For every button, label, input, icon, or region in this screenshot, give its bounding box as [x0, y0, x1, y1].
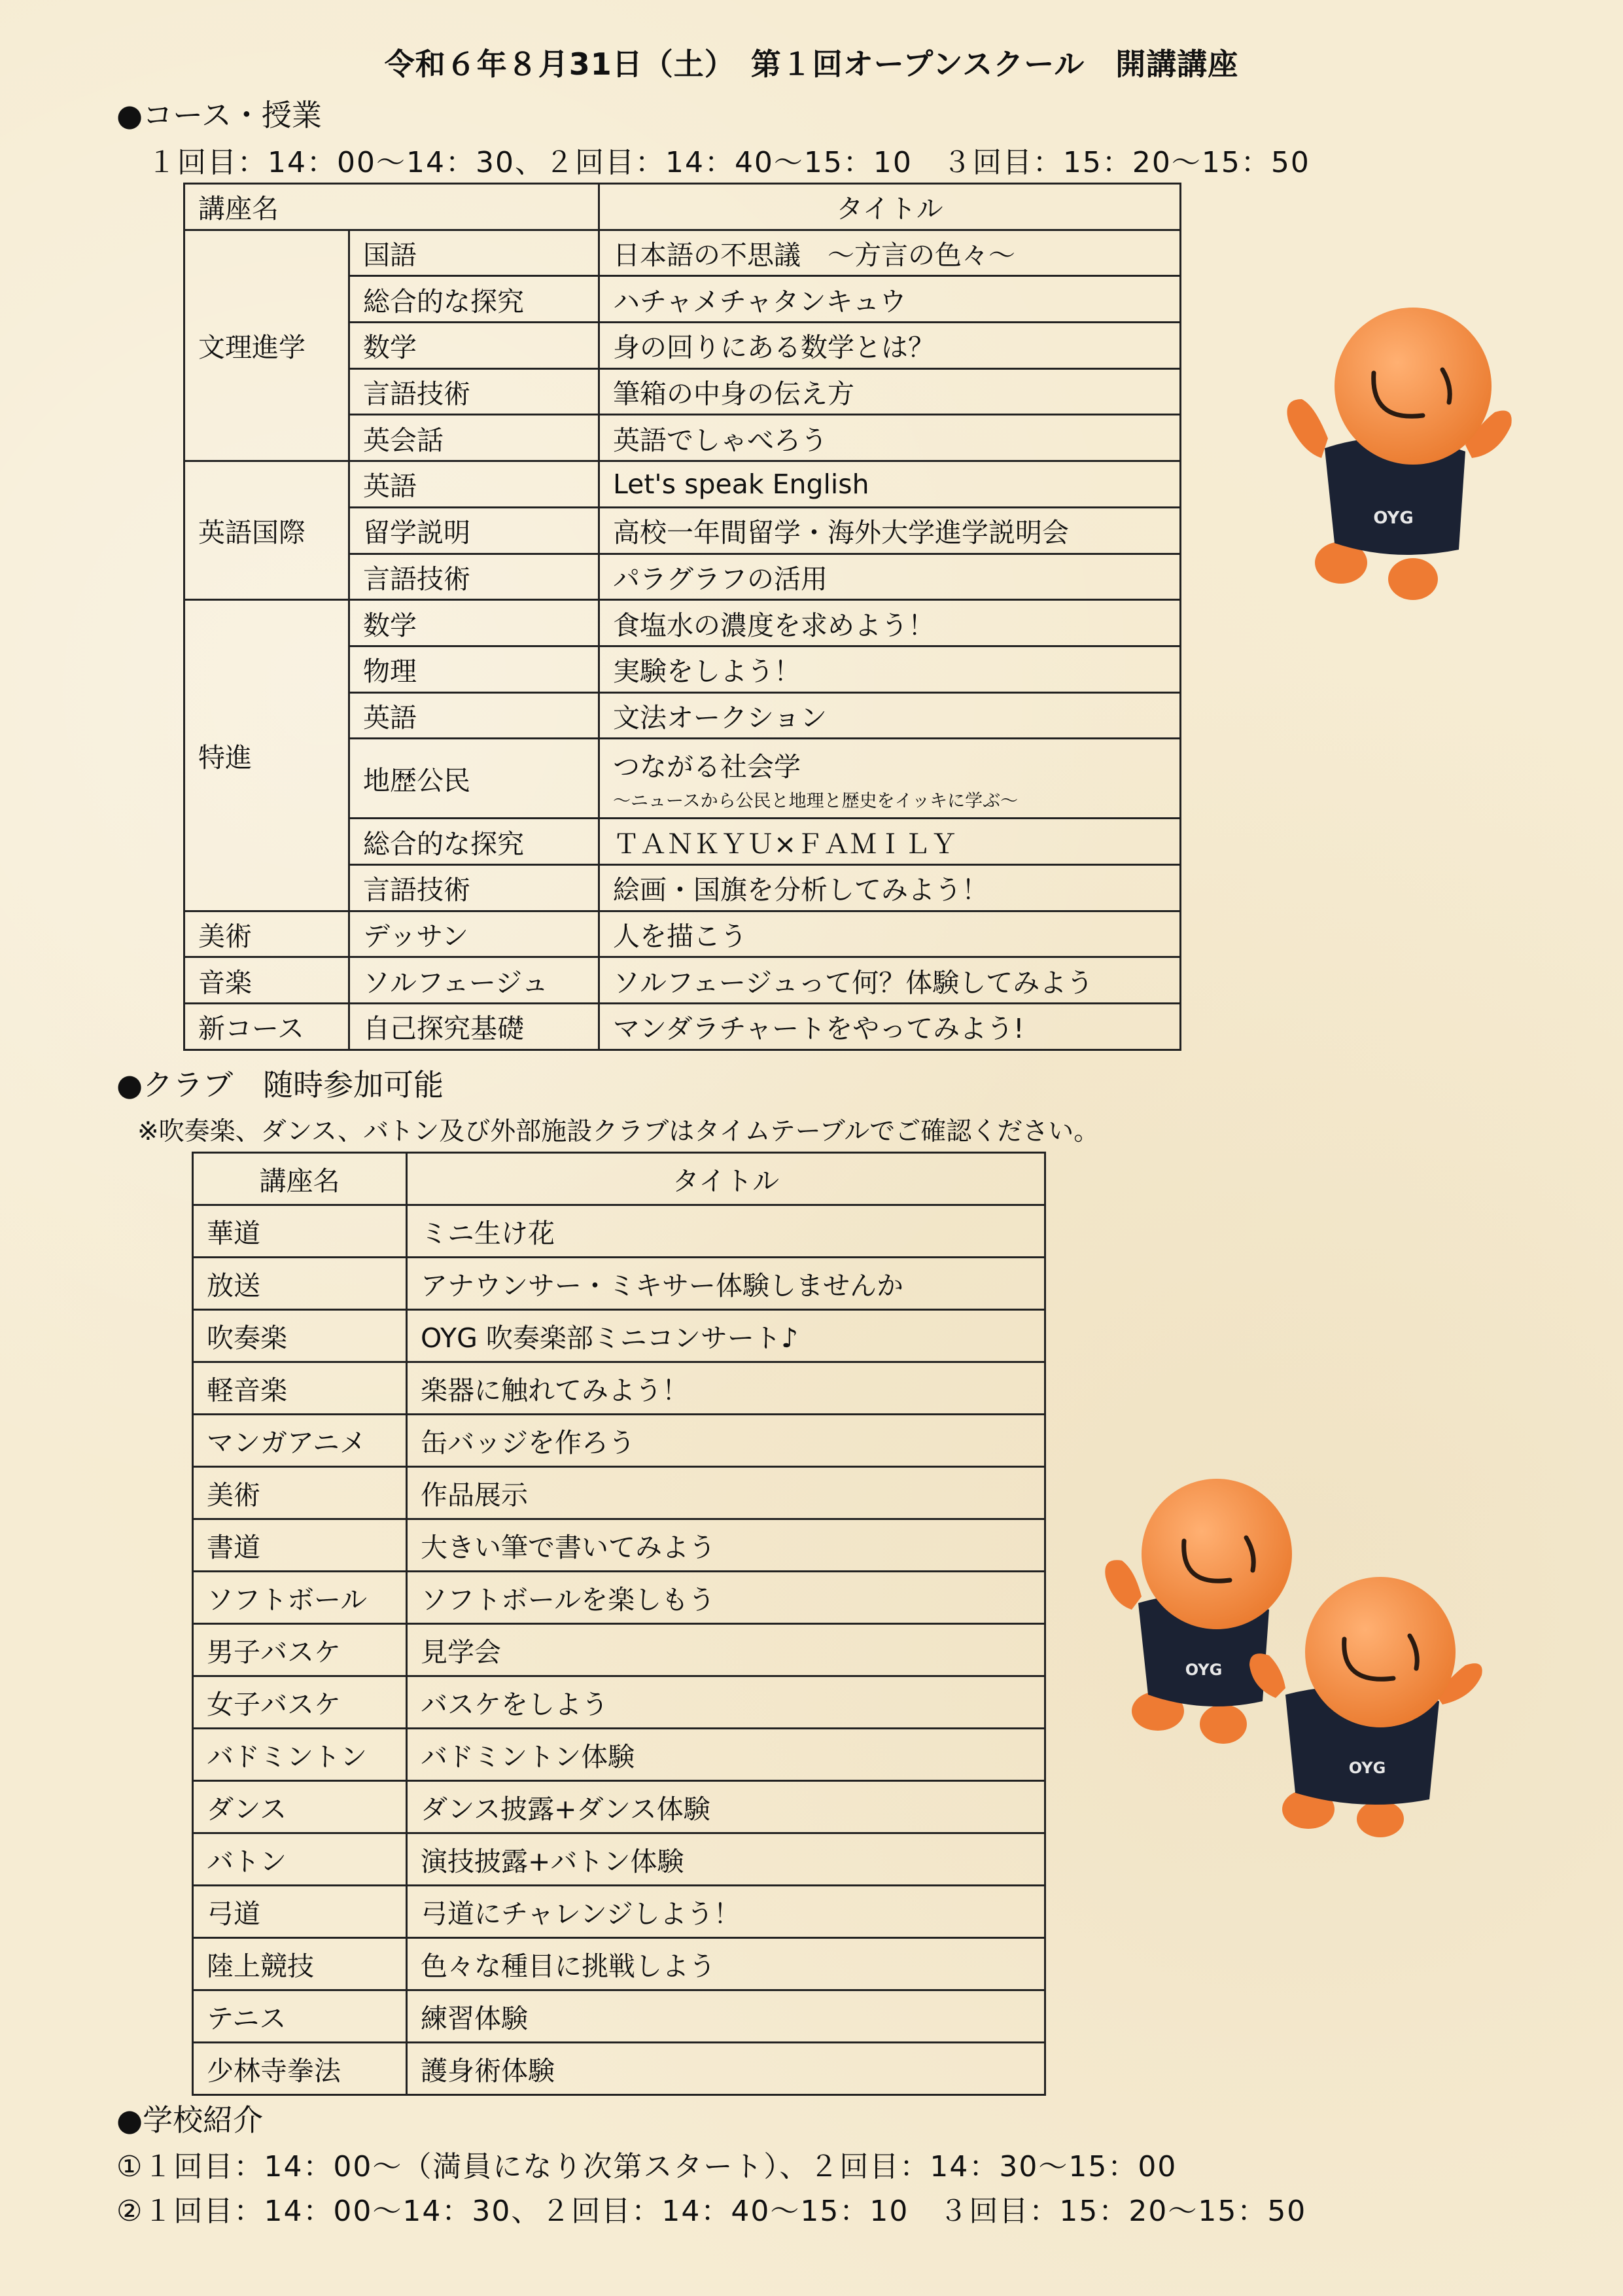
club-title-cell: 護身術体験 [407, 2043, 1045, 2095]
header-title: タイトル [599, 184, 1181, 230]
title-cell: Let's speak English [599, 461, 1181, 508]
course-name: 英語国際 [184, 461, 349, 600]
club-name-cell: 美術 [193, 1467, 407, 1519]
title-cell: 食塩水の濃度を求めよう！ [599, 600, 1181, 646]
title-cell: 文法オークション [599, 692, 1181, 739]
title-subtitle: ～ニュースから公民と地理と歴史をイッキに学ぶ～ [613, 790, 1019, 811]
mascot-shirt-text: OYG [1348, 1759, 1386, 1777]
course-name: 美術 [184, 911, 349, 957]
course-name: 音楽 [184, 957, 349, 1004]
subject-cell: 総合的な探究 [349, 276, 599, 323]
header-title: タイトル [407, 1153, 1045, 1205]
table-row [184, 1004, 1181, 1050]
table-row [193, 1624, 1045, 1676]
school-intro-line-1: ①１回目：14：00～（満員になり次第スタート）、２回目：14：30～15：00 [116, 2150, 1178, 2183]
table-row [193, 1990, 1045, 2043]
club-name-cell: テニス [193, 1990, 407, 2043]
subject-cell: 総合的な探究 [349, 819, 599, 865]
table-header-row [184, 184, 1181, 230]
subject-cell: 自己探究基礎 [349, 1004, 599, 1050]
title-cell: 日本語の不思議 ～方言の色々～ [599, 230, 1181, 276]
table-row [193, 1467, 1045, 1519]
header-name: 講座名 [193, 1153, 407, 1205]
club-title-cell: 作品展示 [407, 1467, 1045, 1519]
title-cell: 絵画・国旗を分析してみよう！ [599, 864, 1181, 911]
club-title-cell: バドミントン体験 [407, 1729, 1045, 1781]
table-row [193, 1310, 1045, 1362]
title-cell: ＴＡＮＫＹＵ×ＦＡＭＩＬＹ [599, 819, 1181, 865]
club-name-cell: ダンス [193, 1781, 407, 1833]
club-name-cell: 放送 [193, 1258, 407, 1310]
table-row [193, 1886, 1045, 1938]
session-times: １回目：14：00～14：30、２回目：14：40～15：10 ３回目：15：20～15：50 [147, 146, 1310, 179]
page-title: 令和６年８月31日（土） 第１回オープンスクール 開講講座 [384, 46, 1239, 82]
table-row [184, 600, 1181, 646]
table-header-row [193, 1153, 1045, 1205]
subject-cell: 地歴公民 [349, 739, 599, 819]
club-name-cell: バトン [193, 1833, 407, 1886]
table-row [193, 1415, 1045, 1467]
club-title-cell: ダンス披露+ダンス体験 [407, 1781, 1045, 1833]
subject-cell: 英語 [349, 692, 599, 739]
club-title-cell: アナウンサー・ミキサー体験しませんか [407, 1258, 1045, 1310]
table-row [193, 2043, 1045, 2095]
title-cell: ハチャメチャタンキュウ [599, 276, 1181, 323]
school-section-heading: ●学校紹介 [116, 2102, 264, 2138]
club-name-cell: 男子バスケ [193, 1624, 407, 1676]
club-section-heading: ●クラブ 随時参加可能 [116, 1067, 444, 1103]
club-name-cell: 軽音楽 [193, 1362, 407, 1415]
title-cell: マンダラチャートをやってみよう! [599, 1004, 1181, 1050]
club-name-cell: マンガアニメ [193, 1415, 407, 1467]
course-section-heading: ●コース・授業 [116, 97, 322, 133]
table-row [184, 957, 1181, 1004]
course-name: 新コース [184, 1004, 349, 1050]
club-name-cell: 華道 [193, 1205, 407, 1258]
subject-cell: 数学 [349, 600, 599, 646]
title-cell: 筆箱の中身の伝え方 [599, 368, 1181, 415]
club-title-cell: 練習体験 [407, 1990, 1045, 2043]
table-row [193, 1258, 1045, 1310]
club-title-cell: 弓道にチャレンジしよう！ [407, 1886, 1045, 1938]
club-name-cell: 書道 [193, 1519, 407, 1572]
club-title-cell: 楽器に触れてみよう！ [407, 1362, 1045, 1415]
club-title-cell: OYG 吹奏楽部ミニコンサート♪ [407, 1310, 1045, 1362]
table-row [193, 1519, 1045, 1572]
club-title-cell: バスケをしよう [407, 1676, 1045, 1729]
club-note: ※吹奏楽、ダンス、バトン及び外部施設クラブはタイムテーブルでご確認ください。 [137, 1117, 1100, 1146]
subject-cell: 言語技術 [349, 368, 599, 415]
title-cell: 実験をしよう！ [599, 646, 1181, 692]
course-name: 特進 [184, 600, 349, 911]
subject-cell: 言語技術 [349, 554, 599, 600]
subject-cell: 留学説明 [349, 507, 599, 554]
club-table [192, 1152, 1046, 2096]
title-main: つながる社会学 [613, 751, 801, 783]
title-cell: 人を描こう [599, 911, 1181, 957]
club-name-cell: 少林寺拳法 [193, 2043, 407, 2095]
title-cell: パラグラフの活用 [599, 554, 1181, 600]
club-title-cell: 色々な種目に挑戦しよう [407, 1938, 1045, 1990]
club-title-cell: 大きい筆で書いてみよう [407, 1519, 1045, 1572]
title-cell: 英語でしゃべろう [599, 415, 1181, 461]
school-intro-line-2: ②１回目：14：00～14：30、２回目：14：40～15：10 ３回目：15：20～15：50 [116, 2195, 1307, 2228]
club-title-cell: 缶バッジを作ろう [407, 1415, 1045, 1467]
course-table [183, 183, 1181, 1051]
subject-cell: デッサン [349, 911, 599, 957]
title-cell: ソルフェージュって何？体験してみよう [599, 957, 1181, 1004]
table-row [193, 1833, 1045, 1886]
subject-cell: 英語 [349, 461, 599, 508]
subject-cell: 言語技術 [349, 864, 599, 911]
club-title-cell: 見学会 [407, 1624, 1045, 1676]
header-course: 講座名 [184, 184, 599, 230]
club-title-cell: ミニ生け花 [407, 1205, 1045, 1258]
club-name-cell: 女子バスケ [193, 1676, 407, 1729]
mascot-shirt-text: OYG [1373, 508, 1414, 528]
club-name-cell: ソフトボール [193, 1572, 407, 1624]
mascot-pair-image [1086, 1479, 1544, 1845]
title-cell [599, 739, 1181, 819]
club-name-cell: 弓道 [193, 1886, 407, 1938]
club-name-cell: 陸上競技 [193, 1938, 407, 1990]
subject-cell: 国語 [349, 230, 599, 276]
table-row [184, 911, 1181, 957]
table-row [193, 1572, 1045, 1624]
table-row [193, 1781, 1045, 1833]
table-row [193, 1729, 1045, 1781]
table-row [184, 230, 1181, 276]
table-row [193, 1362, 1045, 1415]
club-name-cell: バドミントン [193, 1729, 407, 1781]
club-name-cell: 吹奏楽 [193, 1310, 407, 1362]
subject-cell: 英会話 [349, 415, 599, 461]
course-name: 文理進学 [184, 230, 349, 461]
club-title-cell: 演技披露+バトン体験 [407, 1833, 1045, 1886]
table-row [193, 1676, 1045, 1729]
subject-cell: 数学 [349, 323, 599, 369]
mascot-image [1263, 308, 1563, 615]
mascot-shirt-text: OYG [1185, 1661, 1223, 1679]
club-title-cell: ソフトボールを楽しもう [407, 1572, 1045, 1624]
title-cell: 身の回りにある数学とは？ [599, 323, 1181, 369]
table-row [193, 1938, 1045, 1990]
subject-cell: ソルフェージュ [349, 957, 599, 1004]
table-row [184, 461, 1181, 508]
title-cell: 高校一年間留学・海外大学進学説明会 [599, 507, 1181, 554]
subject-cell: 物理 [349, 646, 599, 692]
table-row [193, 1205, 1045, 1258]
